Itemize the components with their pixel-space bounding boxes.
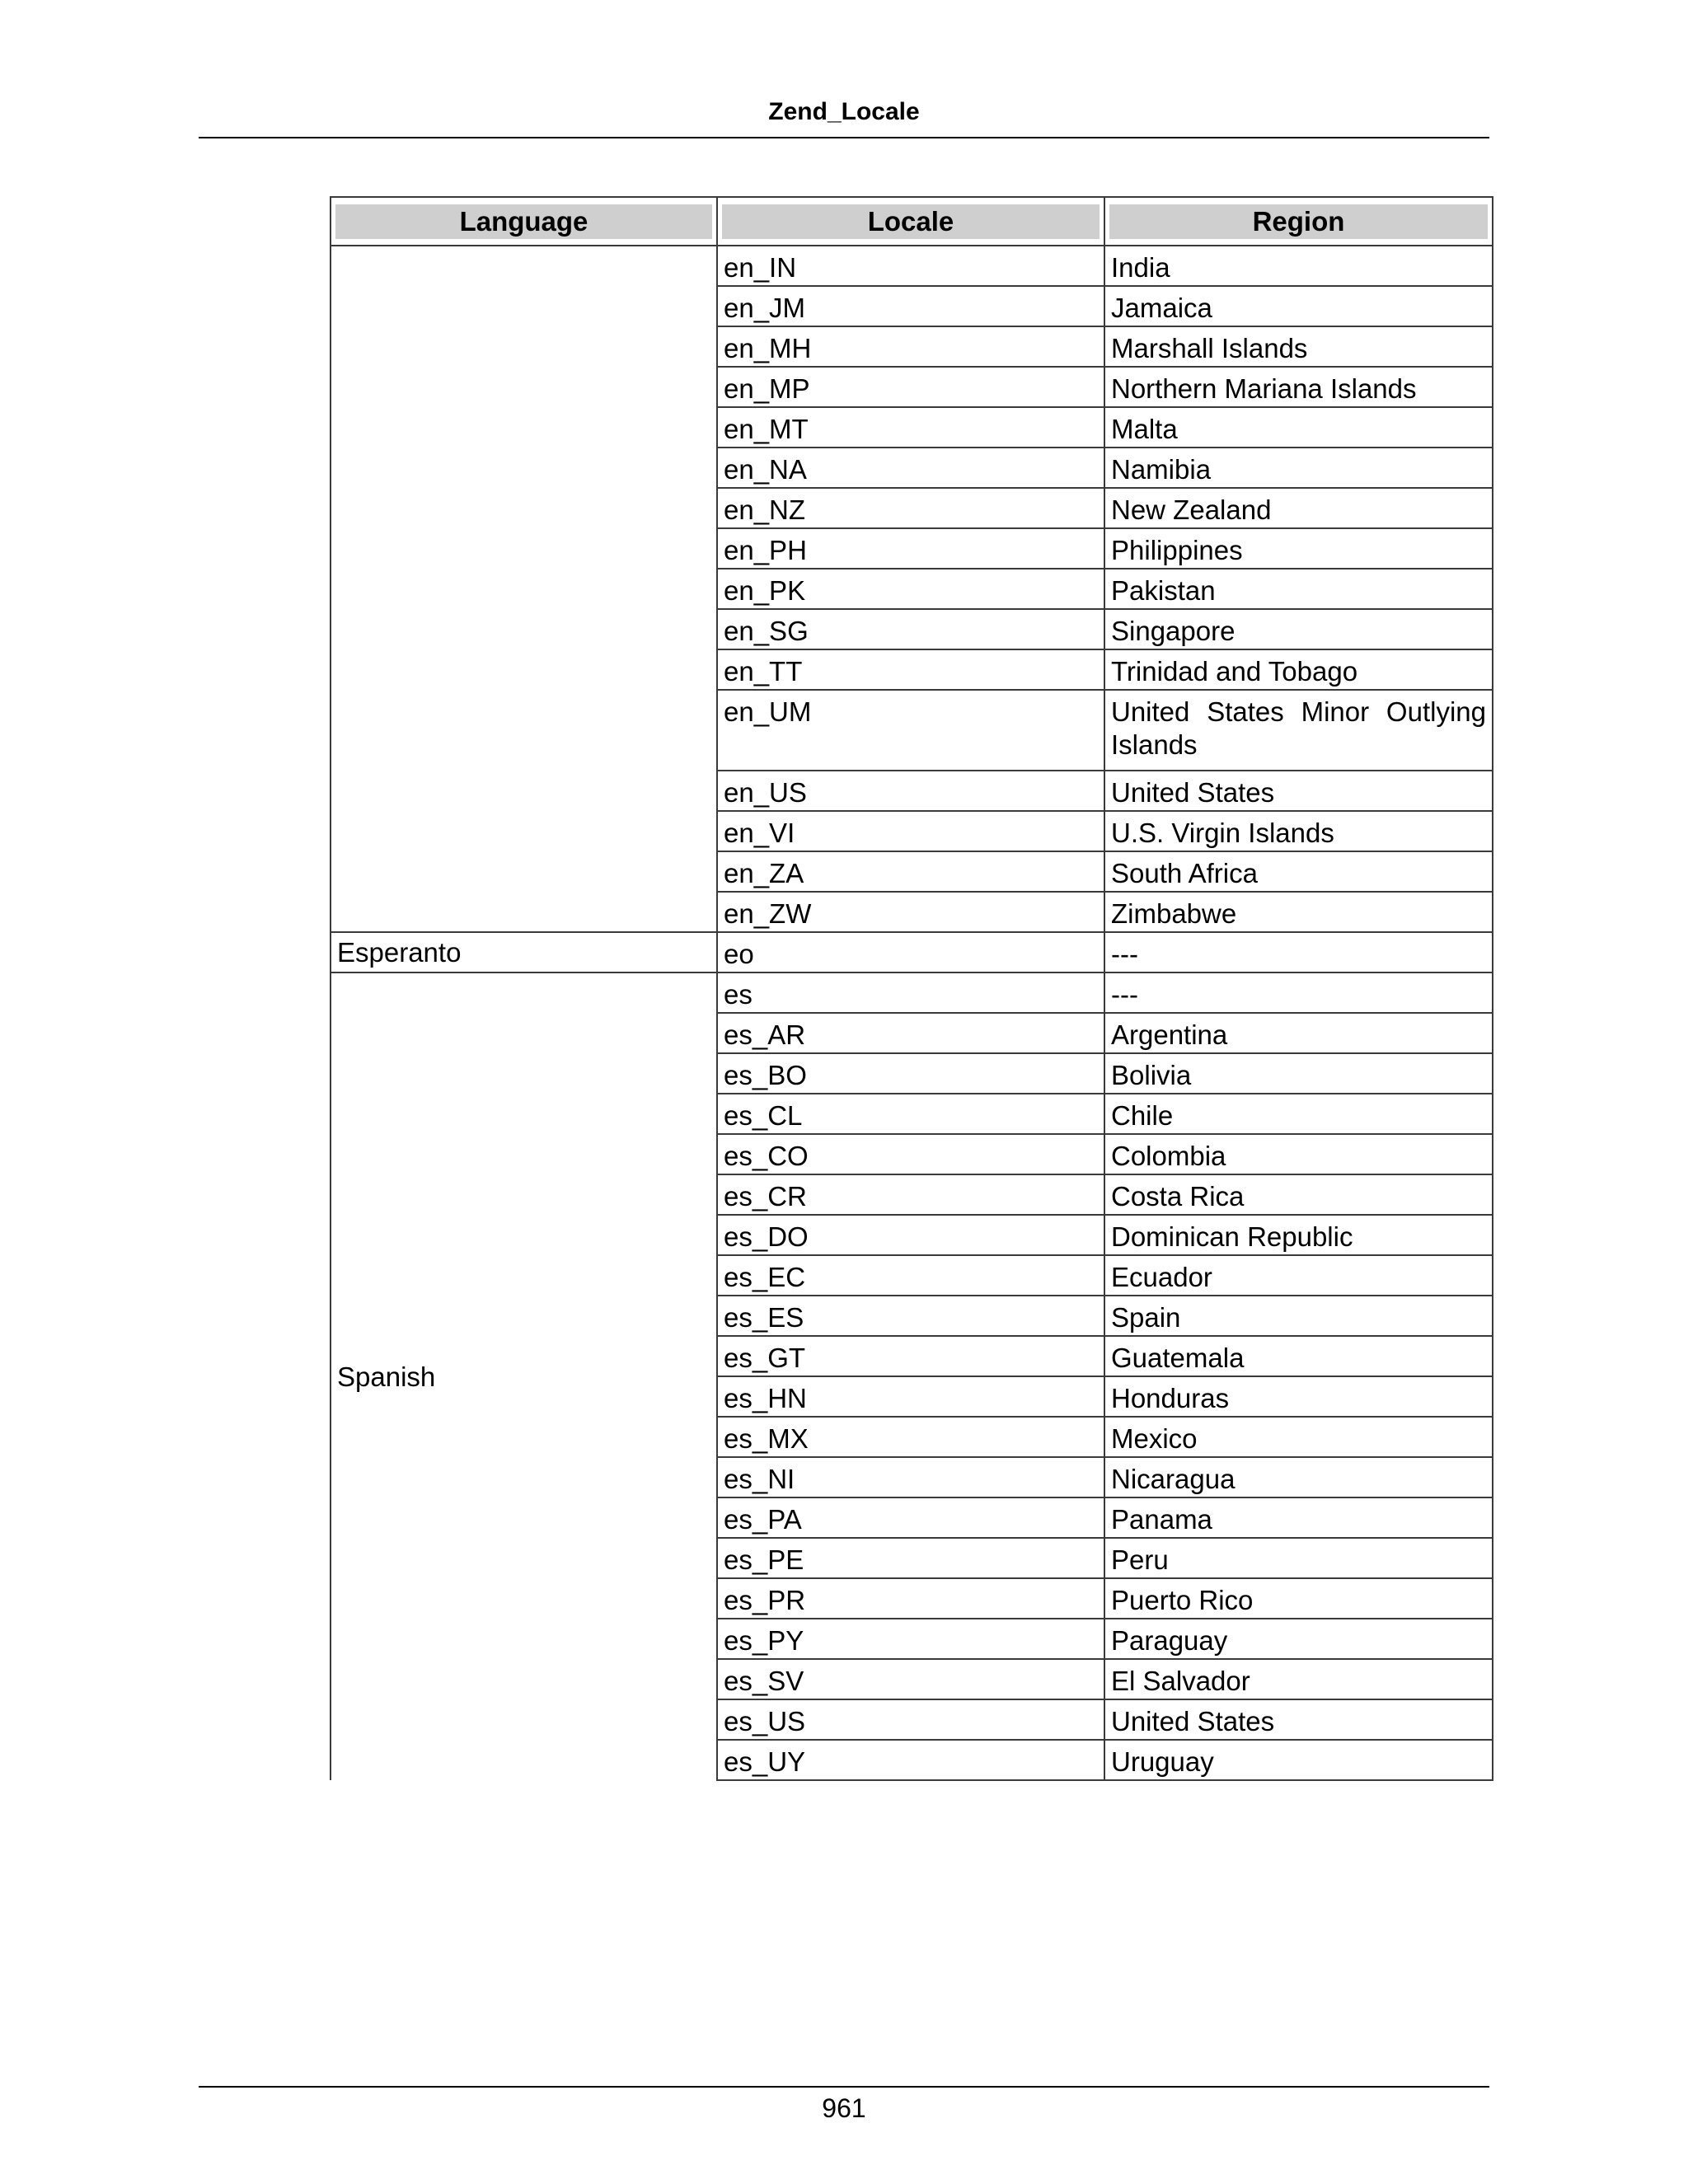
region-cell: Nicaragua: [1104, 1457, 1493, 1497]
locale-cell: es: [717, 972, 1104, 1013]
region-cell: Guatemala: [1104, 1336, 1493, 1376]
locale-cell: es_PY: [717, 1619, 1104, 1659]
region-cell: Panama: [1104, 1497, 1493, 1538]
locale-cell: es_PE: [717, 1538, 1104, 1578]
region-cell: Marshall Islands: [1104, 326, 1493, 367]
region-cell: Jamaica: [1104, 286, 1493, 326]
locale-cell: en_ZW: [717, 892, 1104, 932]
locale-cell: es_MX: [717, 1417, 1104, 1457]
footer-rule: [199, 2086, 1489, 2088]
locale-cell: es_SV: [717, 1659, 1104, 1699]
region-cell: Dominican Republic: [1104, 1215, 1493, 1255]
table-header-row: [331, 197, 1493, 246]
language-cell: [331, 246, 717, 932]
region-cell: Paraguay: [1104, 1619, 1493, 1659]
region-cell: ---: [1104, 972, 1493, 1013]
locale-cell: en_IN: [717, 246, 1104, 286]
column-header-region: [1104, 197, 1493, 246]
locale-cell: en_JM: [717, 286, 1104, 326]
locale-cell: en_PH: [717, 528, 1104, 569]
column-header-label: Language: [335, 204, 712, 239]
region-cell: Pakistan: [1104, 569, 1493, 609]
region-cell: Costa Rica: [1104, 1174, 1493, 1215]
table-row: [331, 932, 1493, 972]
region-cell: U.S. Virgin Islands: [1104, 811, 1493, 851]
region-cell: El Salvador: [1104, 1659, 1493, 1699]
locale-cell: en_TT: [717, 649, 1104, 690]
locale-cell: es_CR: [717, 1174, 1104, 1215]
locale-cell: en_MT: [717, 407, 1104, 448]
region-cell: United States: [1104, 1699, 1493, 1740]
region-cell: New Zealand: [1104, 488, 1493, 528]
region-cell: Argentina: [1104, 1013, 1493, 1053]
locale-cell: en_SG: [717, 609, 1104, 649]
locale-cell: es_CL: [717, 1094, 1104, 1134]
region-cell: Puerto Rico: [1104, 1578, 1493, 1619]
region-cell: Zimbabwe: [1104, 892, 1493, 932]
column-header-label: Region: [1109, 204, 1488, 239]
region-cell: ---: [1104, 932, 1493, 972]
header-rule: [199, 137, 1489, 138]
region-cell: Spain: [1104, 1296, 1493, 1336]
locale-cell: es_EC: [717, 1255, 1104, 1296]
locale-cell: en_US: [717, 771, 1104, 811]
locale-cell: es_NI: [717, 1457, 1104, 1497]
locale-cell: es_AR: [717, 1013, 1104, 1053]
table-body: [331, 246, 1493, 1780]
region-cell: United States Minor Outlying Islands: [1104, 690, 1493, 771]
locale-cell: en_UM: [717, 690, 1104, 771]
locale-cell: en_PK: [717, 569, 1104, 609]
region-cell: Honduras: [1104, 1376, 1493, 1417]
region-cell: Malta: [1104, 407, 1493, 448]
locale-cell: es_US: [717, 1699, 1104, 1740]
locale-cell: es_PA: [717, 1497, 1104, 1538]
locale-table: [330, 196, 1493, 1781]
locale-cell: en_NA: [717, 448, 1104, 488]
table-row: [331, 246, 1493, 286]
locale-cell: es_UY: [717, 1740, 1104, 1780]
page-number: 961: [822, 2093, 866, 2123]
region-cell: United States: [1104, 771, 1493, 811]
region-cell: Bolivia: [1104, 1053, 1493, 1094]
table-row: [331, 972, 1493, 1013]
locale-cell: en_NZ: [717, 488, 1104, 528]
locale-cell: en_ZA: [717, 851, 1104, 892]
region-cell: Northern Mariana Islands: [1104, 367, 1493, 407]
locale-cell: en_MH: [717, 326, 1104, 367]
language-cell: Esperanto: [331, 932, 717, 972]
region-cell: India: [1104, 246, 1493, 286]
locale-cell: en_MP: [717, 367, 1104, 407]
region-cell: Ecuador: [1104, 1255, 1493, 1296]
column-header-label: Locale: [722, 204, 1100, 239]
locale-cell: es_GT: [717, 1336, 1104, 1376]
region-cell: Singapore: [1104, 609, 1493, 649]
region-cell: Mexico: [1104, 1417, 1493, 1457]
region-cell: Uruguay: [1104, 1740, 1493, 1780]
region-cell: Namibia: [1104, 448, 1493, 488]
region-cell: Trinidad and Tobago: [1104, 649, 1493, 690]
column-header-locale: [717, 197, 1104, 246]
locale-cell: es_PR: [717, 1578, 1104, 1619]
locale-cell: es_ES: [717, 1296, 1104, 1336]
region-cell: South Africa: [1104, 851, 1493, 892]
locale-cell: es_BO: [717, 1053, 1104, 1094]
page-header: Zend_Locale: [768, 98, 920, 125]
locale-cell: es_CO: [717, 1134, 1104, 1174]
column-header-language: [331, 197, 717, 246]
region-cell: Peru: [1104, 1538, 1493, 1578]
locale-cell: eo: [717, 932, 1104, 972]
locale-cell: es_DO: [717, 1215, 1104, 1255]
region-cell: Philippines: [1104, 528, 1493, 569]
language-cell: Spanish: [331, 972, 717, 1780]
locale-cell: en_VI: [717, 811, 1104, 851]
region-cell: Chile: [1104, 1094, 1493, 1134]
locale-cell: es_HN: [717, 1376, 1104, 1417]
region-cell: Colombia: [1104, 1134, 1493, 1174]
